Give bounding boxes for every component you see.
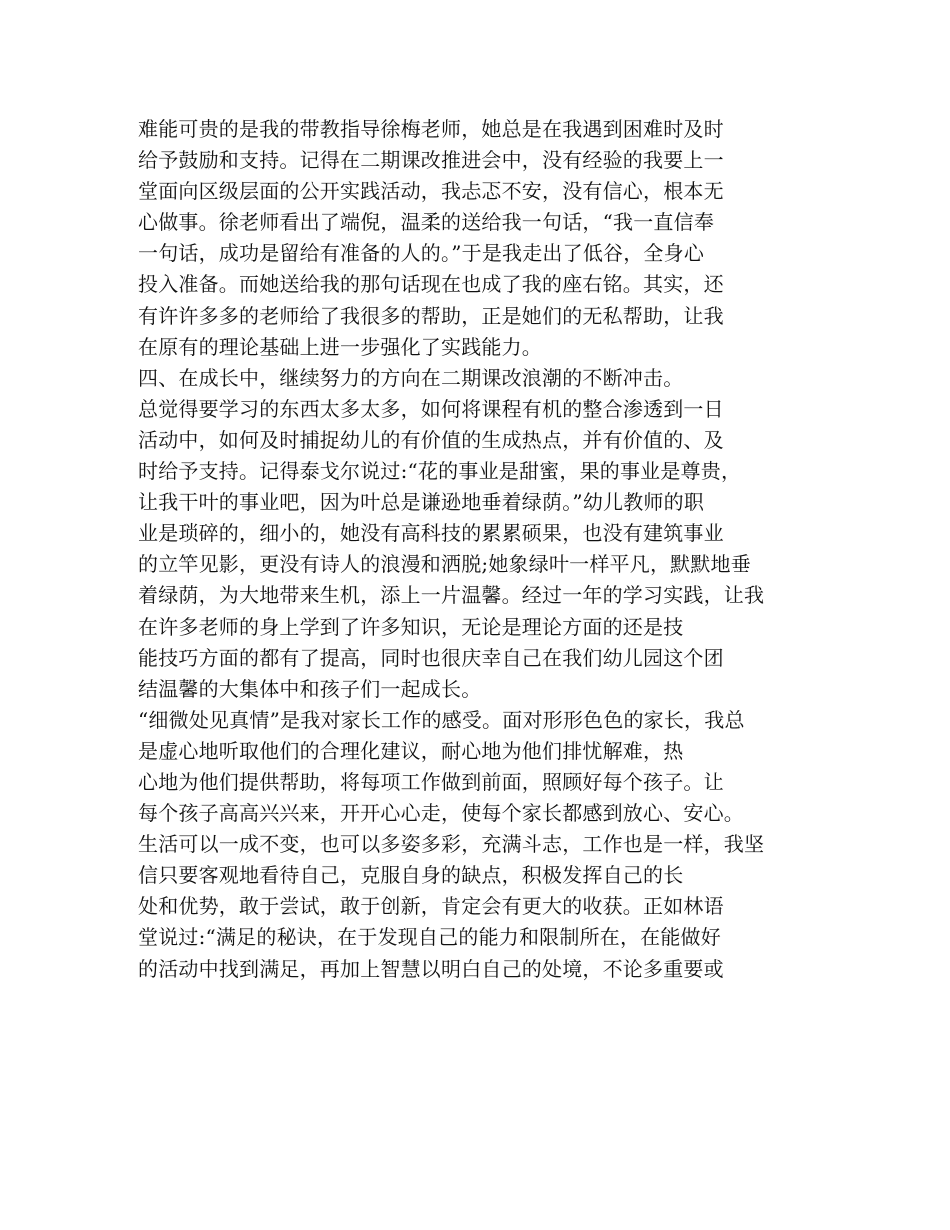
text-line: 处和优势，敢于尝试，敢于创新，肯定会有更大的收获。正如林语 <box>138 894 724 919</box>
text-line: 总觉得要学习的东西太多太多，如何将课程有机的整合渗透到一日 <box>138 396 724 421</box>
text-line: 着绿荫，为大地带来生机，添上一片温馨。经过一年的学习实践，让我 <box>138 583 765 608</box>
text-line: 的立竿见影，更没有诗人的浪漫和洒脱;她象绿叶一样平凡，默默地垂 <box>138 552 751 577</box>
section-heading: 四、在成长中，继续努力的方向在二期课改浪潮的不断冲击。 <box>138 365 684 390</box>
text-line: “细微处见真情”是我对家长工作的感受。面对形形色色的家长，我总 <box>138 707 745 732</box>
text-line: 能技巧方面的都有了提高，同时也很庆幸自己在我们幼儿园这个团 <box>138 645 724 670</box>
text-line: 在原有的理论基础上进一步强化了实践能力。 <box>138 334 542 359</box>
text-line: 一句话，成功是留给有准备的人的。”于是我走出了低谷，全身心 <box>138 241 705 266</box>
text-line: 生活可以一成不变，也可以多姿多彩，充满斗志，工作也是一样，我坚 <box>138 832 765 857</box>
text-line: 信只要客观地看待自己，克服自身的缺点，积极发挥自己的长 <box>138 863 684 888</box>
text-line: 业是琐碎的，细小的，她没有高科技的累累硕果，也没有建筑事业 <box>138 521 724 546</box>
text-line: 在许多老师的身上学到了许多知识，无论是理论方面的还是技 <box>138 614 684 639</box>
text-line: 活动中，如何及时捕捉幼儿的有价值的生成热点，并有价值的、及 <box>138 427 724 452</box>
body-text <box>138 114 838 985</box>
text-line: 有许许多多的老师给了我很多的帮助，正是她们的无私帮助，让我 <box>138 303 724 328</box>
text-line: 给予鼓励和支持。记得在二期课改推进会中，没有经验的我要上一 <box>138 148 724 173</box>
text-line: 心做事。徐老师看出了端倪，温柔的送给我一句话，“我一直信奉 <box>138 210 715 235</box>
text-line: 每个孩子高高兴兴来，开开心心走，使每个家长都感到放心、安心。 <box>138 801 744 826</box>
text-line: 堂说过:“满足的秘诀，在于发现自己的能力和限制所在，在能做好 <box>138 925 721 950</box>
text-line: 让我干叶的事业吧，因为叶总是谦逊地垂着绿荫。”幼儿教师的职 <box>138 490 705 515</box>
text-line: 心地为他们提供帮助，将每项工作做到前面，照顾好每个孩子。让 <box>138 769 724 794</box>
text-line: 的活动中找到满足，再加上智慧以明白自己的处境，不论多重要或 <box>138 956 724 981</box>
text-line: 时给予支持。记得泰戈尔说过:“花的事业是甜蜜，果的事业是尊贵， <box>138 459 742 484</box>
text-line: 是虚心地听取他们的合理化建议，耐心地为他们排忧解难，热 <box>138 738 684 763</box>
text-line: 堂面向区级层面的公开实践活动，我忐忑不安，没有信心，根本无 <box>138 179 724 204</box>
text-line: 结温馨的大集体中和孩子们一起成长。 <box>138 676 482 701</box>
text-line: 难能可贵的是我的带教指导徐梅老师，她总是在我遇到困难时及时 <box>138 117 724 141</box>
text-line: 投入准备。而她送给我的那句话现在也成了我的座右铭。其实，还 <box>138 272 724 297</box>
